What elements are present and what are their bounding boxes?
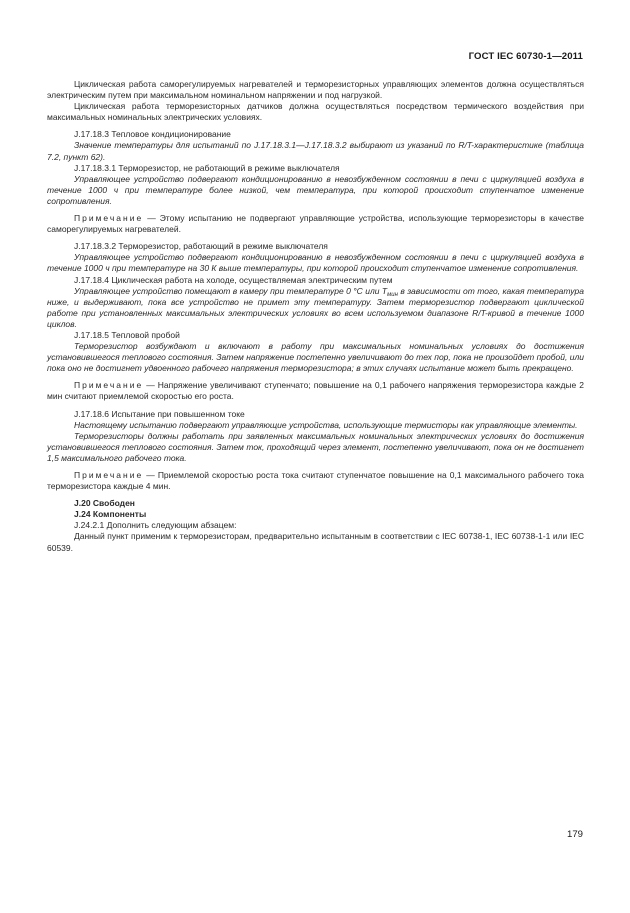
document-body — [47, 79, 584, 554]
section-heading-j20: J.20 Свободен — [74, 498, 135, 509]
page-number: 179 — [566, 829, 583, 840]
section-title-switching: J.17.18.3.2 Терморезистор, работающий в режиме выключателя — [74, 241, 328, 252]
section-heading-j24: J.24 Компоненты — [74, 509, 147, 520]
section-text-overcurrent-2: Терморезисторы должны работать при заявленных максимальных номинальных электрических условиях до достижения установившегося теплового состояния. Затем ток, проходящий через элемент, постепенно увеличивают, пока он не достигнет 1,5 максимального рабочего тока. — [47, 430, 584, 463]
section-title-overcurrent: J.17.18.6 Испытание при повышенном токе — [74, 408, 245, 419]
section-title-thermal-conditioning: J.17.18.3 Тепловое кондиционирование — [74, 129, 231, 140]
section-title-j2421: J.24.2.1 Дополнить следующим абзацем: — [74, 520, 237, 531]
standard-header: ГОСТ IEC 60730-1—2011 — [468, 51, 583, 62]
t-min-subscript: мин — [387, 291, 398, 298]
note-text: — Напряжение увеличивают ступенчато; повышение на 0,1 рабочего напряжения терморезистора каждые 2 мин считают приемлемой скоростью его роста. — [47, 380, 584, 402]
cold-cycling-text-end: в зависимости от того, какая температура ниже, и выдерживают, пока все устройство не примет эту температуру. Затем терморезистор подвергают циклической работе при установленных максимальных электрических условиях во всем используемом диапазоне R/T-кривой в течение 1000 циклов. — [47, 285, 584, 329]
note-label: Примечание — [74, 380, 144, 391]
note-1 — [47, 213, 584, 235]
section-text-non-switching: Управляющее устройство подвергают кондиционированию в невозбужденном состоянии в печи с циркуляцией воздуха в течение 1000 ч при температуре более низкой, чем температура, при которой происходит ступенчатое изменение сопротивления. — [47, 173, 584, 206]
note-3 — [47, 470, 584, 492]
note-label: Примечание — [74, 470, 144, 480]
section-text-switching: Управляющее устройство подвергают кондиционированию в невозбужденном состоянии в печи с циркуляцией воздуха в течение 1000 ч при температуре на 30 К выше температуры, при которой происходит ступенчатое изменение сопротивления. — [47, 252, 584, 274]
note-2 — [47, 380, 584, 402]
section-text-overcurrent-1: Настоящему испытанию подвергают управляющие устройства, использующие термисторы как управляющие элементы. — [74, 419, 578, 430]
section-text-j2421: Данный пункт применим к терморезисторам, предварительно испытанным в соответствии с IEC 60738-1, IEC 60738-1-1 или IEC 60539. — [47, 531, 584, 553]
section-text-thermal-conditioning: Значение температуры для испытаний по J.17.18.3.1—J.17.18.3.2 выбирают из указаний по R/T-характеристике (таблица 7.2, пункт 62). — [47, 140, 584, 162]
cold-cycling-text-start: Управляющее устройство помещают в камеру при температуре 0 °С или T — [74, 285, 388, 296]
note-text: — Приемлемой скоростью роста тока считают ступенчатое повышение на 0,1 максимального рабочего тока терморезистора каждые 4 мин. — [47, 470, 584, 492]
section-text-cold-cycling — [47, 286, 584, 330]
section-title-thermal-breakdown: J.17.18.5 Тепловой пробой — [74, 329, 180, 340]
section-title-cold-cycling: J.17.18.4 Циклическая работа на холоде, осуществляемая электрическим путем — [74, 274, 393, 285]
section-title-non-switching: J.17.18.3.1 Терморезистор, не работающий в режиме выключателя — [74, 162, 340, 173]
note-label: Примечание — [74, 213, 144, 224]
note-text: — Этому испытанию не подвергают управляющие устройства, использующие терморезисторы в качестве саморегулируемых нагревателей. — [47, 213, 584, 235]
paragraph-sensor-cycling: Циклическая работа терморезисторных датчиков должна осуществляться посредством термического воздействия при максимальных номинальных электрических условиях. — [47, 101, 584, 123]
paragraph-heater-cycling: Циклическая работа саморегулируемых нагревателей и терморезисторных управляющих элементов должна осуществляться электрическим путем при максимальном номинальном напряжении и под нагрузкой. — [47, 79, 584, 101]
section-text-thermal-breakdown: Терморезистор возбуждают и включают в работу при максимальных номинальных условиях до достижения установившегося теплового состояния. Затем напряжение постепенно увеличивают до тех пор, пока не произойдет пробой, или пока оно не достигнет удвоенного рабочего напряжения терморезистора; в этих случаях испытание может быть прекращено. — [47, 341, 584, 374]
